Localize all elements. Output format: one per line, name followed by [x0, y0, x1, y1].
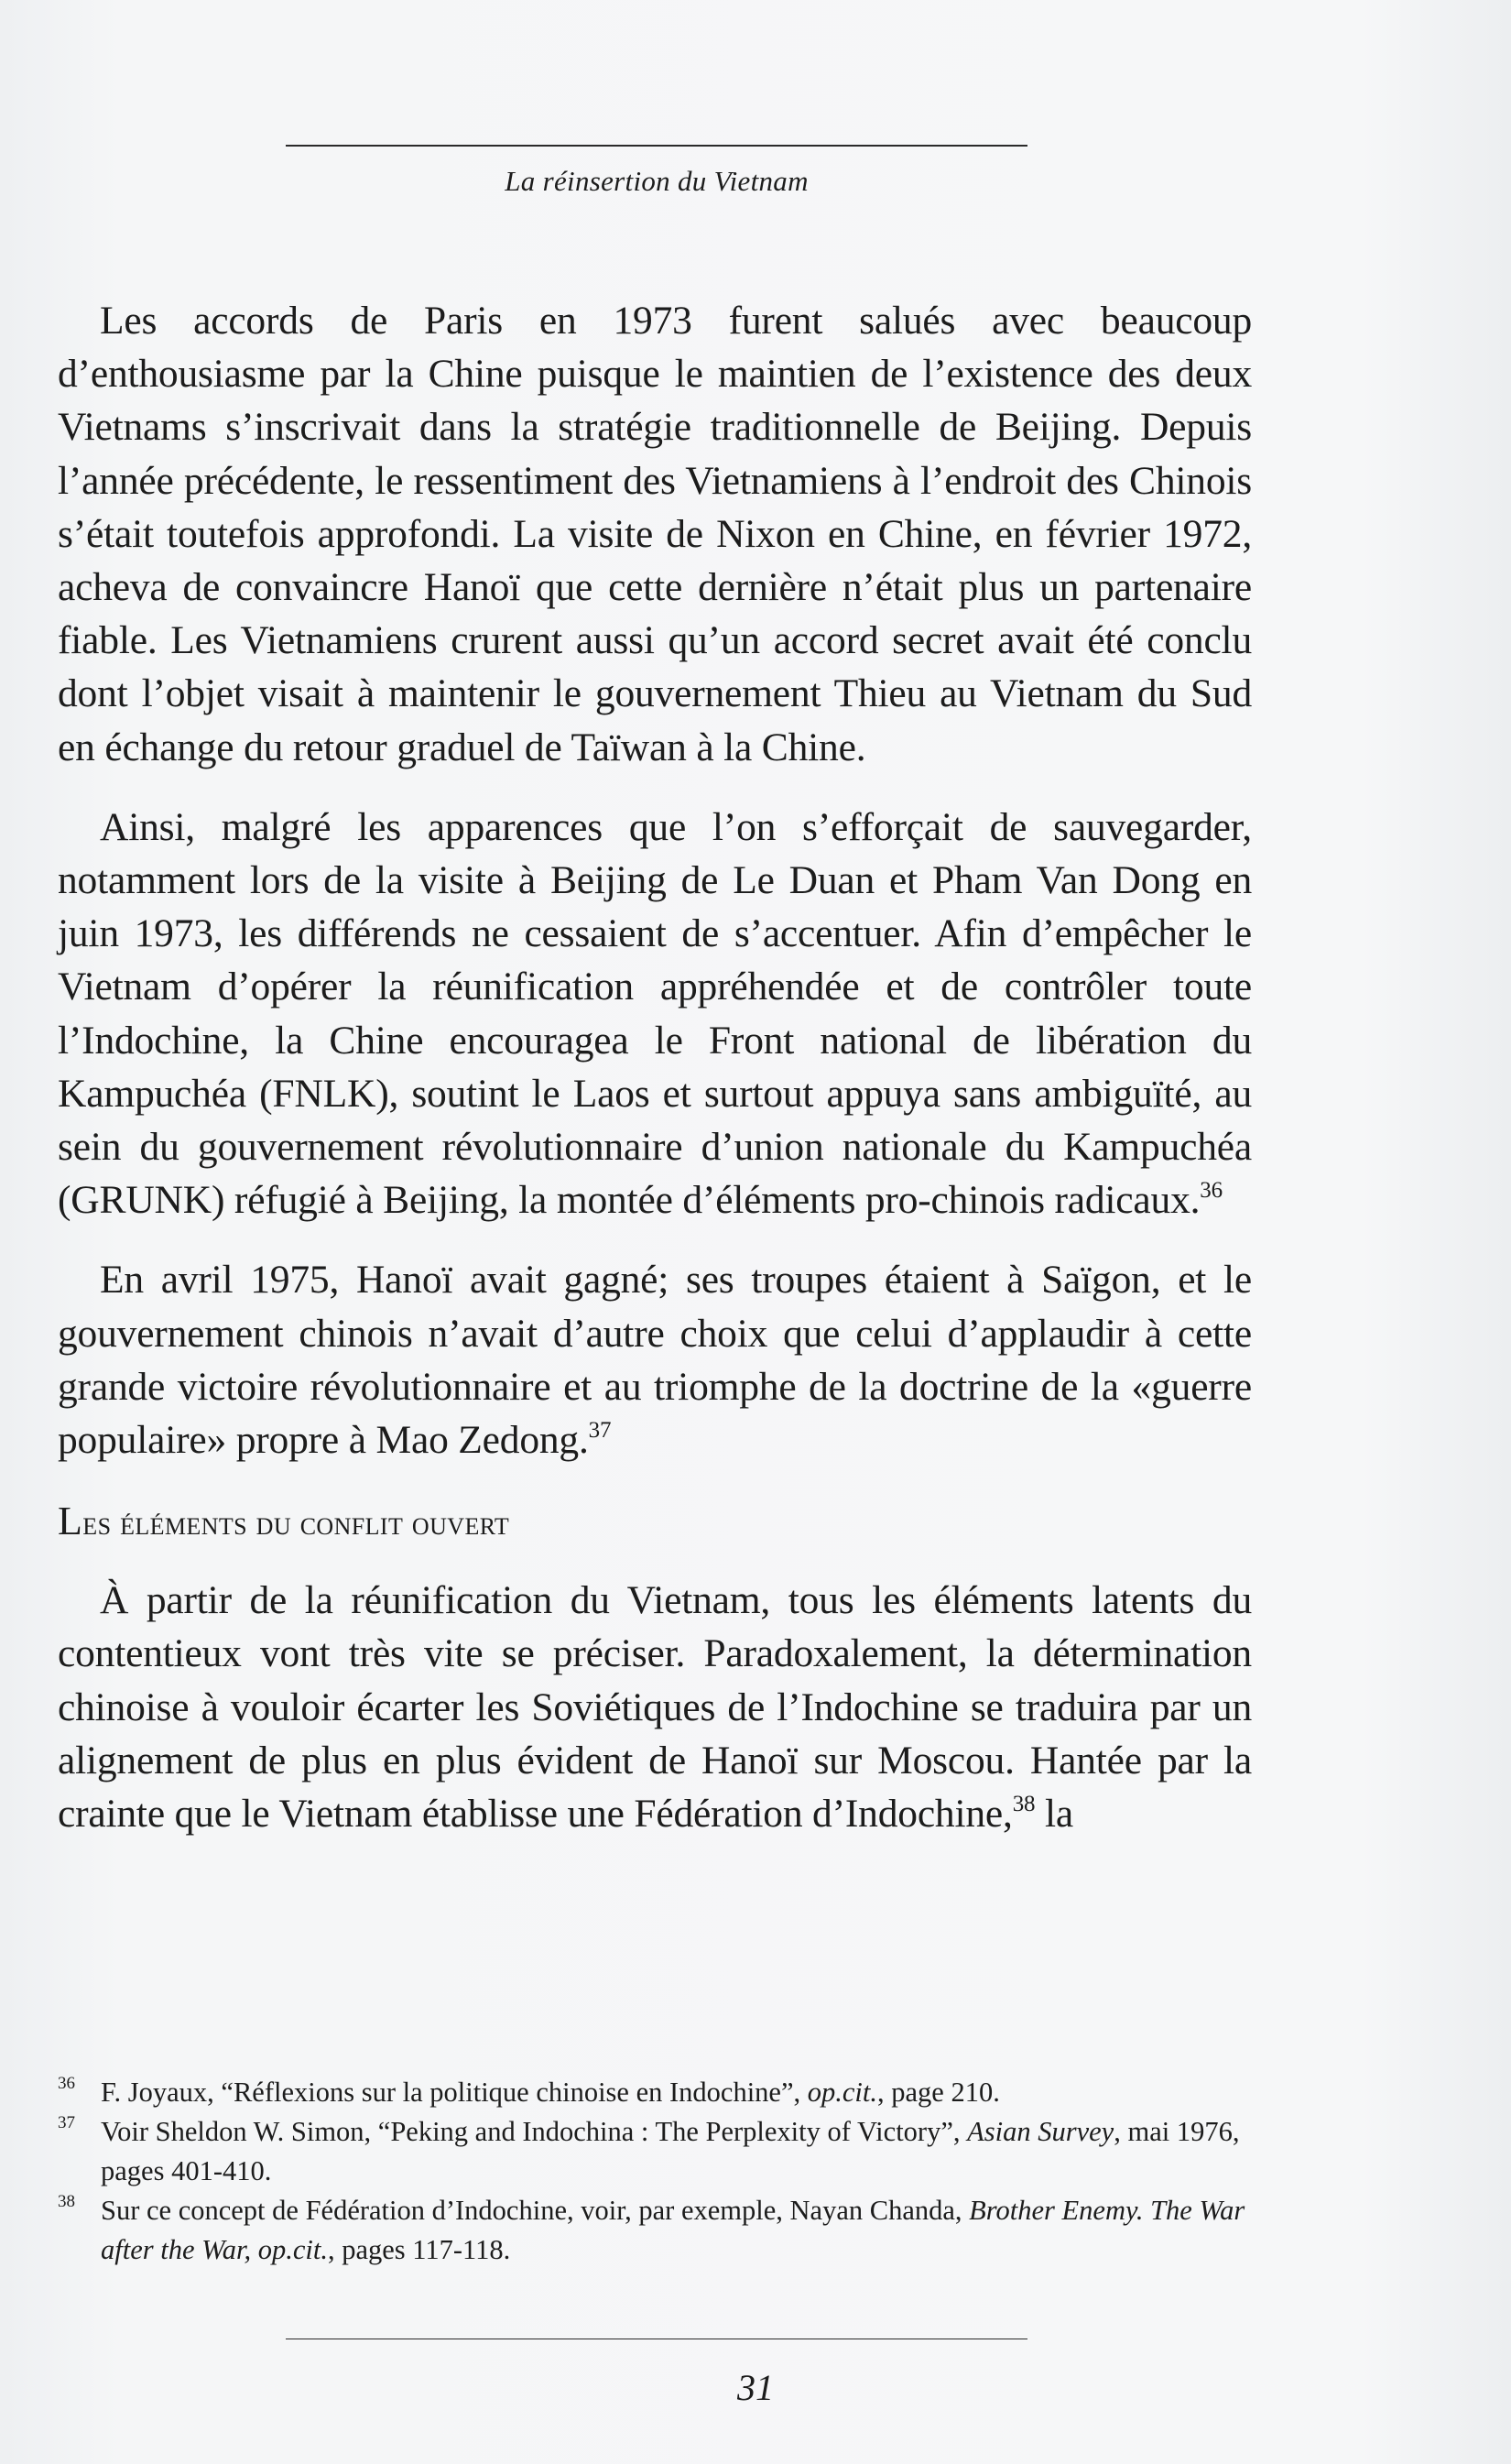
- footnote-text: Voir Sheldon W. Simon, “Peking and Indochina : The Perplexity of Victory”,: [101, 2116, 968, 2147]
- footnote-ref-37[interactable]: 37: [588, 1418, 612, 1444]
- paragraph-4-text: À partir de la réunification du Vietnam, tous les éléments latents du contentieux vont très vite se préciser. Paradoxalement, la détermination chinoise à vouloir écarter les Soviétiques de l’Indochine se traduira par un alignement de plus en plus évident de Hanoï sur Moscou. Hantée par la crainte que le Vietnam établisse une Fédération d’Indochine,: [58, 1578, 1252, 1837]
- section-heading: [58, 1495, 1252, 1551]
- footnote-text: F. Joyaux, “Réflexions sur la politique chinoise en Indochine”,: [101, 2077, 808, 2108]
- footnote-pages: , pages 117-118.: [327, 2234, 511, 2265]
- page-number: 31: [737, 2367, 774, 2408]
- footnote-number: 36: [58, 2074, 75, 2093]
- footnote-number: 37: [58, 2113, 75, 2132]
- section-heading-text: es éléments du conflit ouvert: [82, 1505, 510, 1543]
- footnote-number: 38: [58, 2192, 75, 2211]
- paragraph-4-tail: la: [1035, 1792, 1073, 1837]
- footnote-pages: , mai 1976, pages 401-410.: [101, 2116, 1240, 2186]
- main-text: [58, 294, 1252, 1840]
- paragraph-3: [58, 1253, 1252, 1466]
- running-title: La réinsertion du Vietnam: [505, 165, 809, 197]
- footnote-ref-38[interactable]: 38: [1012, 1792, 1036, 1817]
- header-rule: [286, 145, 1027, 147]
- paragraph-1-text: Les accords de Paris en 1973 furent salués avec beaucoup d’enthousiasme par la Chine puisque le maintien de l’existence des deux Vietnams s’inscrivait dans la stratégie traditionnelle de Beijing. Depuis l’année précédente, le ressentiment des Vietnamiens à l’endroit des Chinois s’était toutefois approfondi. La visite de Nixon en Chine, en février 1972, acheva de convaincre Hanoï que cette dernière n’était plus un partenaire fiable. Les Vietnamiens crurent aussi qu’un accord secret avait été conclu dont l’objet visait à maintenir le gouvernement Thieu au Vietnam du Sud en échange du retour graduel de Taïwan à la Chine.: [58, 299, 1252, 769]
- footnote-citation: op.cit.: [807, 2077, 877, 2108]
- footnotes: [58, 2073, 1252, 2270]
- footnote-citation: Asian Survey: [967, 2116, 1114, 2147]
- footnote-37: [58, 2112, 1252, 2191]
- footnote-text: Sur ce concept de Fédération d’Indochine, voir, par exemple, Nayan Chanda,: [101, 2195, 970, 2226]
- paragraph-4: [58, 1574, 1252, 1840]
- footnote-38: [58, 2191, 1252, 2270]
- footnote-36: [58, 2073, 1252, 2112]
- footnote-citation: Brother Enemy. The War after the War, op.cit.: [101, 2195, 1245, 2265]
- section-heading-initial: L: [58, 1499, 83, 1544]
- paragraph-2-text: Ainsi, malgré les apparences que l’on s’efforçait de sauvegarder, notamment lors de la visite à Beijing de Le Duan et Pham Van Dong en juin 1973, les différends ne cessaient de s’accentuer. Afin d’empêcher le Vietnam d’opérer la réunification appréhendée et de contrôler toute l’Indochine, la Chine encouragea le Front national de libération du Kampuchéa (FNLK), soutint le Laos et surtout appuya sans ambiguïté, au sein du gouvernement révolutionnaire d’union nationale du Kampuchéa (GRUNK) réfugié à Beijing, la montée d’éléments pro-chinois radicaux.: [58, 804, 1252, 1223]
- footnote-ref-36[interactable]: 36: [1200, 1178, 1223, 1204]
- paragraph-2: [58, 801, 1252, 1227]
- footnote-pages: , page 210.: [877, 2077, 1000, 2108]
- paragraph-1: [58, 294, 1252, 774]
- paragraph-3-text: En avril 1975, Hanoï avait gagné; ses troupes étaient à Saïgon, et le gouvernement chinois n’avait d’autre choix que celui d’applaudir à cette grande victoire révolutionnaire et au triomphe de la doctrine de la «guerre populaire» propre à Mao Zedong.: [58, 1258, 1252, 1463]
